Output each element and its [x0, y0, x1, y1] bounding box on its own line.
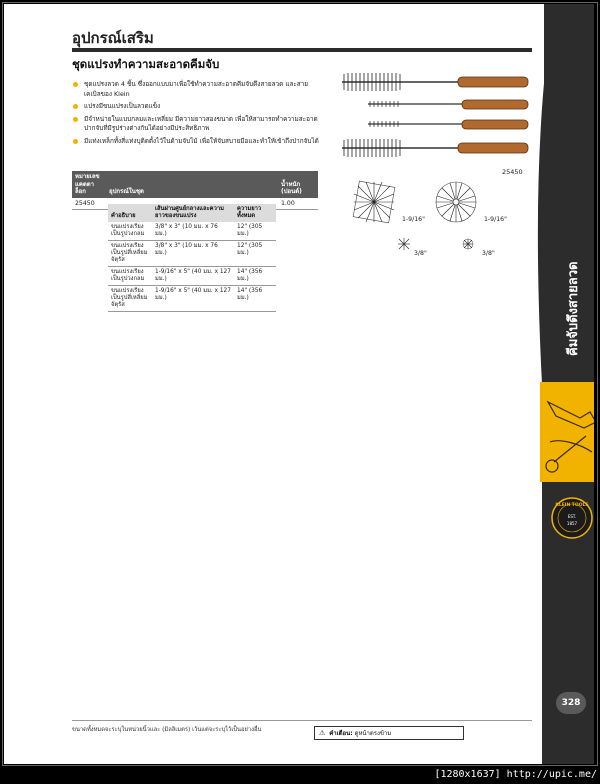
cell-overall-length: 12" (305 มม.)	[234, 222, 276, 241]
bullet-dot-icon	[73, 117, 78, 122]
footer-note: ขนาดทั้งหมดจะระบุในหน่วยนิ้วและ (มิลลิเมตร) เว้นแต่จะระบุไว้เป็นอย่างอื่น	[72, 727, 262, 733]
chapter-tab-image	[540, 382, 594, 482]
bullet-dot-icon	[73, 104, 78, 109]
large-brush-icon	[342, 139, 528, 157]
bullet-dot-icon	[73, 82, 78, 87]
kit-contents-header	[108, 204, 276, 222]
section-title: อุปกรณ์เสริม	[72, 29, 154, 47]
cell-overall-length: 14" (356 มม.)	[234, 286, 276, 312]
small-round-brush-head-icon	[463, 239, 473, 249]
col-description: คำอธิบาย	[108, 204, 152, 222]
col-weight: น้ำหนัก (ปอนด์)	[278, 171, 318, 198]
brush-catalog-code: 25450	[502, 168, 523, 176]
round-brush-head-icon	[436, 182, 476, 222]
small-brush-icon	[368, 120, 528, 129]
kit-contents-table	[108, 204, 276, 312]
product-title: ชุดแปรงทำความสะอาดคีมจับ	[72, 57, 220, 71]
logo-year: 1857	[566, 521, 578, 526]
large-brush-icon	[342, 73, 528, 91]
cell-description: ขนแปรงเรียงเป็นรูปสี่เหลี่ยมจัตุรัส	[108, 241, 152, 267]
wire-grip-icon	[540, 382, 594, 482]
cell-bristle-size: 3/8" x 3" (10 มม. x 76 มม.)	[152, 222, 234, 241]
cell-description: ขนแปรงเรียงเป็นรูปสี่เหลี่ยมจัตุรัส	[108, 286, 152, 312]
cell-overall-length: 12" (305 มม.)	[234, 241, 276, 267]
klein-tools-logo	[550, 496, 594, 540]
logo-est: EST.	[567, 514, 577, 519]
cell-bristle-size: 1-9/16" x 5" (40 มม. x 127 มม.)	[152, 286, 234, 312]
bullet-dot-icon	[73, 139, 78, 144]
feature-item: มีแท่งเหล็กทั้งสี่แท่งบุติดตั้งไว้ในด้ามจับไม้ เพื่อให้จับสบายมือและทำให้เข้าถึงปากจับได้	[72, 137, 322, 147]
cell-overall-length: 14" (356 มม.)	[234, 267, 276, 286]
cell-bristle-size: 3/8" x 3" (10 มม. x 76 มม.)	[152, 241, 234, 267]
logo-text: KLEIN TOOLS	[555, 503, 589, 508]
warning-text: ดูหน้าตรงข้าม	[354, 730, 392, 737]
small-square-brush-head-icon	[398, 238, 410, 250]
dim-label-square-large: 1-9/16"	[402, 216, 425, 223]
warning-box	[314, 726, 464, 740]
warning-title: คำเตือน:	[329, 730, 353, 737]
dim-label-round-small: 3/8"	[482, 250, 495, 257]
cell-description: ขนแปรงเรียงเป็นรูปวงกลม	[108, 222, 152, 241]
weight: 1.00	[278, 198, 318, 210]
feature-item: แปรงมีขนแปรงเป็นลวดแข็ง	[72, 102, 322, 112]
col-kit-contents: อุปกรณ์ในชุด	[106, 171, 278, 198]
catalog-table-header	[72, 171, 318, 198]
table-row	[108, 241, 276, 267]
feature-item: ชุดแปรงลวด 4 ชิ้น ซึ่งออกแบบมาเพื่อใช้ทำความสะอาดคีมจับดึงสายลวด และสายเคเบิลของ Klein	[72, 80, 322, 99]
square-brush-head-icon	[353, 181, 395, 223]
chapter-tab-label: คีมจับดึงสายลวด	[566, 261, 581, 357]
cell-bristle-size: 1-9/16" x 5" (40 มม. x 127 มม.)	[152, 267, 234, 286]
cell-description: ขนแปรงเรียงเป็นรูปวงกลม	[108, 267, 152, 286]
catalog-number: 25450	[72, 198, 106, 210]
catalog-page	[4, 4, 594, 764]
small-brush-icon	[368, 100, 528, 109]
col-bristle-size: เส้นผ่านศูนย์กลางและความยาวของขนแปรง	[152, 204, 234, 222]
warning-icon: ⚠	[319, 729, 326, 737]
title-rule	[72, 48, 532, 52]
page-number: 328	[556, 692, 586, 714]
col-overall-length: ความยาวทั้งหมด	[234, 204, 276, 222]
table-row	[108, 286, 276, 312]
feature-list	[72, 80, 322, 150]
dim-label-square-small: 3/8"	[414, 250, 427, 257]
brush-set-illustration	[338, 68, 534, 178]
feature-item: มีจำหน่ายในแบบกลมและเหลี่ยม มีความยาวสองขนาด เพื่อให้สามารถทำความสะอาดปากจับที่มีรูปร่างต่างกันได้อย่างมีประสิทธิภาพ	[72, 115, 322, 134]
footer-rule	[72, 720, 532, 721]
dim-label-round-large: 1-9/16"	[484, 216, 507, 223]
col-catalog-number: หมายเลขแคตตาล็อก	[72, 171, 106, 198]
table-row	[108, 267, 276, 286]
image-caption: [1280x1637] http://upic.me/	[434, 766, 600, 784]
table-row	[108, 222, 276, 241]
